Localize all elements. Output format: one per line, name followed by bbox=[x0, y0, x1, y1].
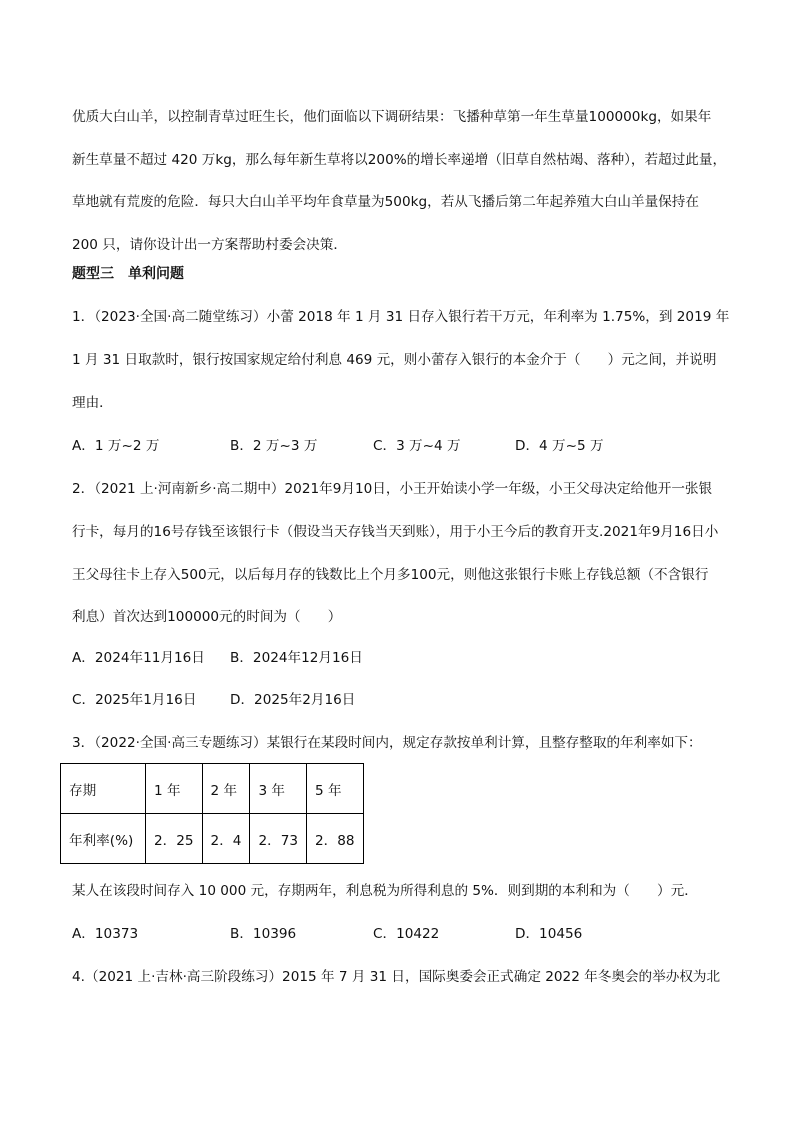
q2-line-1: 2．（2021 上·河南新乡·高二期中）2021年9月10日，小王开始读小学一年级，小王父母决定给他开一张银 bbox=[72, 481, 713, 497]
intro-line-2: 新生草量不超过 420 万kg，那么每年新生草将以200%的增长率递增（旧草自然枯竭、落种），若超过此量， bbox=[72, 152, 727, 168]
section-title: 题型三 单利问题 bbox=[72, 266, 184, 282]
q3-option-a[interactable]: A．10373 bbox=[72, 926, 139, 942]
table-cell: 5 年 bbox=[307, 764, 364, 814]
table-cell: 2．73 bbox=[250, 814, 307, 864]
q2-line-4: 利息）首次达到100000元的时间为（ ） bbox=[72, 609, 342, 625]
q1-option-a[interactable]: A．1 万~2 万 bbox=[72, 438, 160, 454]
q2-option-b[interactable]: B．2024年12月16日 bbox=[230, 650, 363, 666]
q1-option-b[interactable]: B．2 万~3 万 bbox=[230, 438, 318, 454]
q2-line-2: 行卡，每月的16号存钱至该银行卡（假设当天存钱当天到账），用于小王今后的教育开支.2021年9月16日小 bbox=[72, 524, 719, 540]
table-cell: 2．25 bbox=[146, 814, 203, 864]
table-row bbox=[61, 814, 364, 864]
q3-option-c[interactable]: C．10422 bbox=[373, 926, 440, 942]
q3-line-1: 3．（2022·全国·高三专题练习）某银行在某段时间内，规定存款按单利计算，且整存整取的年利率如下： bbox=[72, 735, 702, 751]
q1-option-c[interactable]: C．3 万~4 万 bbox=[373, 438, 461, 454]
table-row bbox=[61, 764, 364, 814]
table-cell: 2．4 bbox=[202, 814, 250, 864]
q1-options bbox=[72, 436, 737, 456]
q2-option-a[interactable]: A．2024年11月16日 bbox=[72, 650, 205, 666]
q3-options bbox=[72, 924, 737, 944]
q1-line-3: 理由． bbox=[72, 395, 113, 411]
q2-options-row-1 bbox=[72, 648, 737, 668]
q1-option-d[interactable]: D．4 万~5 万 bbox=[515, 438, 604, 454]
q1-line-1: 1．（2023·全国·高二随堂练习）小蕾 2018 年 1 月 31 日存入银行若干万元，年利率为 1.75%，到 2019 年 bbox=[72, 309, 730, 325]
q2-option-c[interactable]: C．2025年1月16日 bbox=[72, 692, 197, 708]
q3-option-d[interactable]: D．10456 bbox=[515, 926, 583, 942]
table-cell: 2 年 bbox=[202, 764, 250, 814]
q2-options-row-2 bbox=[72, 690, 737, 710]
table-cell: 1 年 bbox=[146, 764, 203, 814]
table-cell: 年利率(%) bbox=[61, 814, 146, 864]
table-cell: 存期 bbox=[61, 764, 146, 814]
q4-line-1: 4.（2021 上·吉林·高三阶段练习）2015 年 7 月 31 日，国际奥委会正式确定 2022 年冬奥会的举办权为北 bbox=[72, 969, 721, 985]
intro-line-1: 优质大白山羊，以控制青草过旺生长，他们面临以下调研结果：飞播种草第一年生草量100000kg，如果年 bbox=[72, 109, 712, 125]
q3-line-2: 某人在该段时间存入 10 000 元，存期两年，利息税为所得利息的 5%．则到期的本利和为（ ）元． bbox=[72, 883, 698, 899]
table-cell: 3 年 bbox=[250, 764, 307, 814]
q2-option-d[interactable]: D．2025年2月16日 bbox=[230, 692, 356, 708]
q2-line-3: 王父母往卡上存入500元，以后每月存的钱数比上个月多100元，则他这张银行卡账上存钱总额（不含银行 bbox=[72, 567, 709, 583]
q1-line-2: 1 月 31 日取款时，银行按国家规定给付利息 469 元，则小蕾存入银行的本金介于（ ）元之间，并说明 bbox=[72, 352, 717, 368]
interest-rate-table bbox=[60, 763, 364, 864]
intro-line-3: 草地就有荒废的危险．每只大白山羊平均年食草量为500kg，若从飞播后第二年起养殖大白山羊量保持在 bbox=[72, 194, 699, 210]
table-cell: 2．88 bbox=[307, 814, 364, 864]
intro-line-4: 200 只，请你设计出一方案帮助村委会决策． bbox=[72, 237, 347, 253]
q3-option-b[interactable]: B．10396 bbox=[230, 926, 297, 942]
